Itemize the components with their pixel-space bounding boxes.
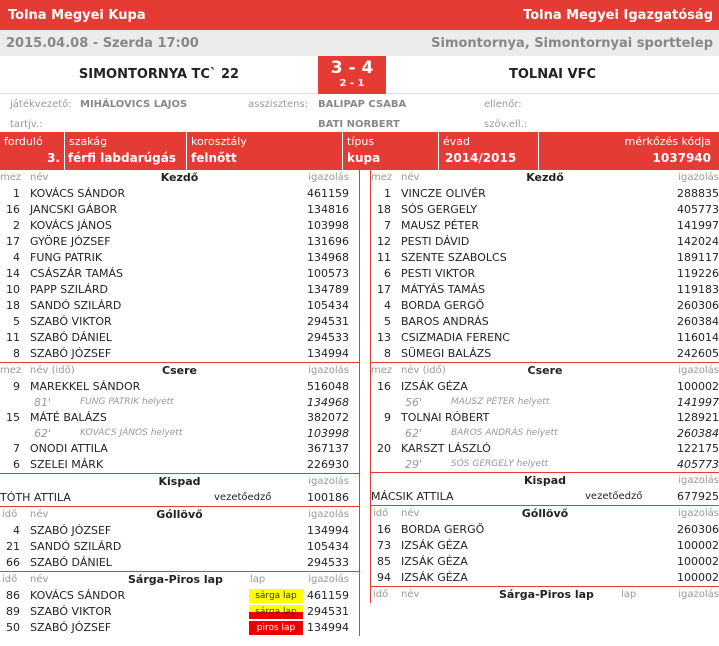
scorer-name[interactable]: IZSÁK GÉZA bbox=[401, 555, 468, 568]
code-cell bbox=[538, 132, 719, 170]
scorer-row[interactable] bbox=[0, 555, 359, 571]
replaced-id: 405773 bbox=[677, 458, 719, 471]
cards-section bbox=[371, 587, 719, 603]
substitution-detail bbox=[371, 426, 719, 441]
shirt-number: 7 bbox=[13, 442, 20, 455]
match-datetime: 2015.04.08 - Szerda 17:00 bbox=[6, 36, 199, 51]
referee-name: MIHÁLOVICS LAJOS bbox=[80, 99, 188, 110]
teams-bar bbox=[0, 56, 719, 94]
subs-header bbox=[0, 363, 359, 379]
minute-label: idő bbox=[373, 589, 389, 600]
id-label: igazolás bbox=[678, 589, 719, 600]
starters-title: Kezdő bbox=[160, 171, 199, 184]
player-row[interactable] bbox=[371, 346, 719, 362]
subs-section bbox=[0, 363, 359, 473]
player-id: 134968 bbox=[307, 251, 349, 264]
top-bar bbox=[0, 0, 719, 30]
shirt-number: 16 bbox=[6, 203, 20, 216]
sport-value: férfi labdarúgás bbox=[67, 151, 176, 165]
player-id: 119226 bbox=[677, 267, 719, 280]
player-name[interactable]: JANCSKI GÁBOR bbox=[30, 203, 118, 216]
helyett-label: helyett bbox=[142, 397, 174, 407]
replaced-player bbox=[451, 426, 558, 441]
scorers-header bbox=[371, 506, 719, 522]
scorer-id: 260306 bbox=[677, 523, 719, 536]
card-badge: sárga lap bbox=[249, 605, 303, 619]
type-cell bbox=[342, 132, 438, 170]
sub-player-row[interactable] bbox=[371, 410, 719, 426]
competition-title: Tolna Megyei Kupa bbox=[8, 8, 146, 23]
scorers-title: Góllövő bbox=[156, 508, 203, 521]
cards-section bbox=[0, 572, 359, 636]
shirt-number: 9 bbox=[384, 411, 391, 424]
assistant2-name: BATI NORBERT bbox=[318, 119, 400, 130]
replaced-id: 141997 bbox=[677, 396, 719, 409]
substitution-detail bbox=[0, 395, 359, 410]
player-id: 226930 bbox=[307, 458, 349, 471]
shirt-number: 7 bbox=[384, 219, 391, 232]
shirt-number: 11 bbox=[377, 251, 391, 264]
bench-title: Kispad bbox=[158, 475, 201, 488]
player-name[interactable]: GYÖRE JÓZSEF bbox=[30, 235, 111, 248]
player-name[interactable]: MÁTYÁS TAMÁS bbox=[401, 283, 486, 296]
scorer-row[interactable] bbox=[0, 539, 359, 555]
sub-player-row[interactable] bbox=[371, 379, 719, 395]
card-minute: 50 bbox=[6, 621, 20, 634]
coach-id: 677925 bbox=[677, 490, 719, 503]
player-id: 105434 bbox=[307, 299, 349, 312]
replaced-name: BAROS ANDRÁS bbox=[451, 428, 524, 438]
player-name[interactable]: BAROS ANDRÁS bbox=[401, 315, 489, 328]
scorer-name[interactable]: SANDÓ SZILÁRD bbox=[30, 540, 122, 553]
goal-minute: 21 bbox=[6, 540, 20, 553]
type-label: típus bbox=[347, 135, 375, 148]
name-label: név bbox=[401, 508, 420, 519]
card-row[interactable] bbox=[0, 588, 359, 604]
player-name[interactable]: SÓS GERGELY bbox=[401, 203, 478, 216]
player-row[interactable] bbox=[371, 266, 719, 282]
id-label: igazolás bbox=[678, 172, 719, 183]
goal-minute: 85 bbox=[377, 555, 391, 568]
home-column bbox=[0, 170, 360, 636]
player-id: 122175 bbox=[677, 442, 719, 455]
shirt-number: 18 bbox=[6, 299, 20, 312]
cards-header bbox=[371, 587, 719, 603]
player-id: 141997 bbox=[677, 219, 719, 232]
substitution-detail bbox=[371, 457, 719, 472]
player-row[interactable] bbox=[0, 266, 359, 282]
starters-section bbox=[0, 170, 359, 362]
scorer-name[interactable]: SZABÓ JÓZSEF bbox=[30, 524, 112, 537]
scorer-id: 294533 bbox=[307, 556, 349, 569]
scorers-header bbox=[0, 507, 359, 523]
id-label: igazolás bbox=[308, 509, 349, 520]
player-row[interactable] bbox=[371, 234, 719, 250]
player-id: 260306 bbox=[677, 299, 719, 312]
subs-section bbox=[371, 363, 719, 472]
card-minute: 89 bbox=[6, 605, 20, 618]
season-value: 2014/2015 bbox=[445, 151, 517, 165]
card-player-id: 134994 bbox=[307, 621, 349, 634]
scorer-row[interactable] bbox=[371, 538, 719, 554]
shirt-number: 15 bbox=[6, 411, 20, 424]
assistant1-name: BALIPAP CSABA bbox=[318, 99, 407, 110]
replaced-name: SÓS GERGELY bbox=[451, 459, 514, 469]
scorer-name[interactable]: IZSÁK GÉZA bbox=[401, 539, 468, 552]
shirt-number: 1 bbox=[13, 187, 20, 200]
player-id: 189117 bbox=[677, 251, 719, 264]
player-name[interactable]: SZABÓ JÓZSEF bbox=[30, 347, 112, 360]
scorer-id: 100002 bbox=[677, 539, 719, 552]
player-row[interactable] bbox=[371, 250, 719, 266]
goal-minute: 94 bbox=[377, 571, 391, 584]
player-id: 294533 bbox=[307, 331, 349, 344]
referee-label: játékvezető: bbox=[10, 99, 72, 110]
player-id: 100573 bbox=[307, 267, 349, 280]
player-name[interactable]: BORDA GERGŐ bbox=[401, 299, 485, 312]
age-cell bbox=[186, 132, 342, 170]
coach-name[interactable]: MÁCSIK ATTILA bbox=[371, 490, 454, 503]
player-row[interactable] bbox=[371, 314, 719, 330]
shirt-number: 8 bbox=[13, 347, 20, 360]
replaced-player bbox=[80, 426, 182, 441]
player-id: 134789 bbox=[307, 283, 349, 296]
coach-name[interactable]: TÓTH ATTILA bbox=[0, 491, 71, 504]
player-id: 116014 bbox=[677, 331, 719, 344]
player-id: 516048 bbox=[307, 380, 349, 393]
scorer-name[interactable]: SZABÓ DÁNIEL bbox=[30, 556, 112, 569]
home-team[interactable]: SIMONTORNYA TC` 22 bbox=[78, 67, 240, 82]
card-row[interactable] bbox=[0, 620, 359, 636]
shirt-number: 5 bbox=[13, 315, 20, 328]
player-id: 242605 bbox=[677, 347, 719, 360]
coach-id: 100186 bbox=[307, 491, 349, 504]
shirt-number: 10 bbox=[6, 283, 20, 296]
player-row[interactable] bbox=[0, 186, 359, 202]
goal-minute: 66 bbox=[6, 556, 20, 569]
player-id: 260384 bbox=[677, 315, 719, 328]
helyett-label: helyett bbox=[516, 459, 549, 469]
player-row[interactable] bbox=[0, 202, 359, 218]
player-row[interactable] bbox=[371, 202, 719, 218]
round-cell bbox=[0, 132, 64, 170]
card-label: lap bbox=[621, 589, 637, 600]
helyett-label: helyett bbox=[526, 428, 558, 438]
scorer-row[interactable] bbox=[371, 522, 719, 538]
player-name[interactable]: PESTI DÁVID bbox=[401, 235, 470, 248]
bench-title: Kispad bbox=[523, 474, 566, 487]
player-name[interactable]: SZELEI MÁRK bbox=[30, 458, 104, 471]
player-row[interactable] bbox=[371, 186, 719, 202]
replaced-player bbox=[80, 395, 174, 410]
substitution-detail bbox=[0, 426, 359, 441]
player-row[interactable] bbox=[371, 298, 719, 314]
bench-header bbox=[371, 473, 719, 489]
organizer-title: Tolna Megyei Igazgatóság bbox=[523, 8, 713, 23]
mez-label: mez bbox=[0, 172, 22, 183]
player-id: 405773 bbox=[677, 203, 719, 216]
player-name[interactable]: SÜMEGI BALÁZS bbox=[401, 347, 492, 360]
player-id: 134816 bbox=[307, 203, 349, 216]
starters-section bbox=[371, 170, 719, 362]
scorer-id: 134994 bbox=[307, 524, 349, 537]
player-id: 100002 bbox=[677, 380, 719, 393]
away-team[interactable]: TOLNAI VFC bbox=[509, 67, 596, 82]
delegate-label: szöv.ell.: bbox=[484, 119, 528, 130]
player-id: 128921 bbox=[677, 411, 719, 424]
card-player[interactable]: SZABÓ VIKTOR bbox=[30, 605, 112, 618]
subs-header bbox=[371, 363, 719, 379]
player-id: 288835 bbox=[677, 187, 719, 200]
minute-label: idő bbox=[2, 509, 18, 520]
goal-minute: 16 bbox=[377, 523, 391, 536]
player-id: 131696 bbox=[307, 235, 349, 248]
player-id: 119183 bbox=[677, 283, 719, 296]
substitution-detail bbox=[371, 395, 719, 410]
player-row[interactable] bbox=[0, 250, 359, 266]
shirt-number: 17 bbox=[6, 235, 20, 248]
player-name[interactable]: PAPP SZILÁRD bbox=[30, 283, 108, 296]
scorer-id: 105434 bbox=[307, 540, 349, 553]
cards-title: Sárga-Piros lap bbox=[499, 588, 594, 601]
player-name[interactable]: SZENTE SZABOLCS bbox=[401, 251, 507, 264]
id-label: igazolás bbox=[678, 508, 719, 519]
player-id: 142024 bbox=[677, 235, 719, 248]
player-row[interactable] bbox=[0, 346, 359, 362]
player-name[interactable]: KOVÁCS SÁNDOR bbox=[30, 187, 126, 200]
player-row[interactable] bbox=[371, 282, 719, 298]
shirt-number: 11 bbox=[6, 331, 20, 344]
player-id: 294531 bbox=[307, 315, 349, 328]
shirt-number: 13 bbox=[377, 331, 391, 344]
card-player[interactable]: KOVÁCS SÁNDOR bbox=[30, 589, 126, 602]
code-value: 1037940 bbox=[652, 151, 711, 165]
coach-role: vezetőedző bbox=[214, 492, 272, 503]
assistants-label: asszisztens: bbox=[248, 99, 309, 110]
column-gap bbox=[360, 170, 370, 646]
minute-label: idő bbox=[2, 574, 18, 585]
player-row[interactable] bbox=[0, 234, 359, 250]
final-score: 3 - 4 bbox=[330, 58, 374, 78]
round-label: forduló bbox=[4, 135, 43, 148]
sub-player-row[interactable] bbox=[0, 410, 359, 426]
scorer-id: 100002 bbox=[677, 571, 719, 584]
card-badge: sárga lap bbox=[249, 589, 303, 603]
player-row[interactable] bbox=[0, 298, 359, 314]
controller-label: ellenőr: bbox=[484, 99, 522, 110]
sub-minute: 29' bbox=[405, 458, 423, 471]
player-row[interactable] bbox=[0, 282, 359, 298]
player-name[interactable]: MAUSZ PÉTER bbox=[401, 219, 479, 232]
coach-row[interactable] bbox=[371, 489, 719, 505]
replaced-name: KOVÁCS JÁNOS bbox=[80, 428, 148, 438]
player-name[interactable]: SANDÓ SZILÁRD bbox=[30, 299, 122, 312]
shirt-number: 6 bbox=[13, 458, 20, 471]
shirt-number: 9 bbox=[13, 380, 20, 393]
sub-minute: 62' bbox=[34, 427, 52, 440]
scorers-title: Góllövő bbox=[521, 507, 569, 520]
card-player-id: 461159 bbox=[307, 589, 349, 602]
bench-section bbox=[371, 473, 719, 505]
score-box bbox=[318, 56, 386, 94]
starters-header bbox=[0, 170, 359, 186]
shirt-number: 14 bbox=[6, 267, 20, 280]
player-name[interactable]: IZSÁK GÉZA bbox=[401, 380, 468, 393]
name-label: név bbox=[401, 172, 420, 183]
replaced-id: 260384 bbox=[677, 427, 719, 440]
code-label: mérkőzés kódja bbox=[624, 135, 711, 148]
shirt-number: 16 bbox=[377, 380, 391, 393]
shirt-number: 5 bbox=[384, 315, 391, 328]
coach-row[interactable] bbox=[0, 490, 359, 506]
card-label: lap bbox=[250, 574, 266, 585]
replaced-name: FUNG PATRIK bbox=[80, 397, 140, 407]
player-name[interactable]: CSÁSZÁR TAMÁS bbox=[30, 267, 123, 280]
id-label: igazolás bbox=[308, 172, 349, 183]
shirt-number: 20 bbox=[377, 442, 391, 455]
player-row[interactable] bbox=[0, 218, 359, 234]
subs-title: Csere bbox=[162, 364, 197, 377]
minute-label: idő bbox=[373, 508, 389, 519]
mez-label: mez bbox=[0, 365, 22, 376]
age-value: felnőtt bbox=[191, 151, 237, 165]
player-row[interactable] bbox=[0, 330, 359, 346]
player-name[interactable]: CSIZMADIA FERENC bbox=[401, 331, 510, 344]
season-label: évad bbox=[443, 135, 471, 148]
replaced-player bbox=[451, 457, 548, 472]
name-time-label: név (idő) bbox=[401, 365, 446, 376]
cards-title: Sárga-Piros lap bbox=[128, 573, 223, 586]
name-time-label: név (idő) bbox=[30, 365, 75, 376]
card-badge: piros lap bbox=[249, 621, 303, 635]
helyett-label: helyett bbox=[517, 397, 550, 407]
shirt-number: 8 bbox=[384, 347, 391, 360]
goal-minute: 73 bbox=[377, 539, 391, 552]
player-id: 382072 bbox=[307, 411, 349, 424]
player-name[interactable]: SZABÓ VIKTOR bbox=[30, 315, 112, 328]
player-id: 134994 bbox=[307, 347, 349, 360]
player-id: 103998 bbox=[307, 219, 349, 232]
name-label: név bbox=[30, 574, 49, 585]
scorer-row[interactable] bbox=[0, 523, 359, 539]
player-name[interactable]: KARSZT LÁSZLÓ bbox=[401, 442, 491, 455]
id-label: igazolás bbox=[308, 476, 349, 487]
scorers-section bbox=[371, 506, 719, 586]
mez-label: mez bbox=[371, 172, 393, 183]
type-value: kupa bbox=[347, 151, 381, 165]
scorer-name[interactable]: IZSÁK GÉZA bbox=[401, 571, 468, 584]
shirt-number: 18 bbox=[377, 203, 391, 216]
shirt-number: 2 bbox=[13, 219, 20, 232]
scorer-id: 100002 bbox=[677, 555, 719, 568]
player-row[interactable] bbox=[371, 218, 719, 234]
player-row[interactable] bbox=[371, 330, 719, 346]
id-label: igazolás bbox=[308, 365, 349, 376]
scorer-row[interactable] bbox=[371, 570, 719, 586]
player-row[interactable] bbox=[0, 314, 359, 330]
id-label: igazolás bbox=[678, 475, 719, 486]
bench-section bbox=[0, 474, 359, 506]
scorer-name[interactable]: BORDA GERGŐ bbox=[401, 523, 485, 536]
card-player-id: 294531 bbox=[307, 605, 349, 618]
cards-header bbox=[0, 572, 359, 588]
away-column bbox=[370, 170, 719, 603]
shirt-number: 12 bbox=[377, 235, 391, 248]
card-player[interactable]: SZABÓ JÓZSEF bbox=[30, 621, 112, 634]
player-id: 367137 bbox=[307, 442, 349, 455]
helyett-label: helyett bbox=[150, 428, 183, 438]
sub-player-row[interactable] bbox=[0, 379, 359, 395]
sub-minute: 62' bbox=[405, 427, 423, 440]
scorers-section bbox=[0, 507, 359, 571]
mez-label: mez bbox=[371, 365, 393, 376]
date-bar bbox=[0, 30, 719, 56]
sub-player-row[interactable] bbox=[0, 457, 359, 473]
coach-role: vezetőedző bbox=[585, 491, 643, 502]
observer-label: tartjv.: bbox=[10, 119, 43, 130]
player-name[interactable]: SZABÓ DÁNIEL bbox=[30, 331, 112, 344]
replaced-player bbox=[451, 395, 549, 410]
player-name[interactable]: VINCZE OLIVÉR bbox=[401, 187, 486, 200]
subs-title: Csere bbox=[527, 364, 563, 377]
sub-player-row[interactable] bbox=[371, 441, 719, 457]
halftime-score: 2 - 1 bbox=[339, 78, 365, 89]
match-info-bar bbox=[0, 132, 719, 170]
round-value: 3. bbox=[47, 151, 60, 165]
officials bbox=[0, 94, 719, 132]
id-label: igazolás bbox=[678, 365, 719, 376]
shirt-number: 4 bbox=[384, 299, 391, 312]
sport-cell bbox=[64, 132, 186, 170]
sub-minute: 81' bbox=[34, 396, 52, 409]
player-name[interactable]: FUNG PATRIK bbox=[30, 251, 103, 264]
name-label: név bbox=[30, 172, 49, 183]
age-label: korosztály bbox=[191, 135, 247, 148]
sub-player-row[interactable] bbox=[0, 441, 359, 457]
replaced-id: 103998 bbox=[307, 427, 349, 440]
sport-label: szakág bbox=[69, 135, 108, 148]
goal-minute: 4 bbox=[13, 524, 20, 537]
name-label: név bbox=[30, 509, 49, 520]
bench-header bbox=[0, 474, 359, 490]
player-id: 461159 bbox=[307, 187, 349, 200]
name-label: név bbox=[401, 589, 420, 600]
id-label: igazolás bbox=[308, 574, 349, 585]
player-name[interactable]: MAREKKEL SÁNDOR bbox=[30, 380, 141, 393]
player-name[interactable]: MÁTÉ BALÁZS bbox=[30, 411, 107, 424]
starters-header bbox=[371, 170, 719, 186]
replaced-id: 134968 bbox=[307, 396, 349, 409]
match-venue: Simontornya, Simontornyai sporttelep bbox=[431, 36, 713, 51]
starters-title: Kezdő bbox=[526, 171, 564, 184]
scorer-row[interactable] bbox=[371, 554, 719, 570]
season-cell bbox=[438, 132, 538, 170]
shirt-number: 4 bbox=[13, 251, 20, 264]
player-name[interactable]: TOLNAI RÓBERT bbox=[401, 411, 490, 424]
card-minute: 86 bbox=[6, 589, 20, 602]
shirt-number: 17 bbox=[377, 283, 391, 296]
replaced-name: MAUSZ PÉTER bbox=[451, 397, 515, 407]
card-row[interactable] bbox=[0, 604, 359, 620]
shirt-number: 6 bbox=[384, 267, 391, 280]
sub-minute: 56' bbox=[405, 396, 423, 409]
player-name[interactable]: KOVÁCS JÁNOS bbox=[30, 219, 112, 232]
shirt-number: 1 bbox=[384, 187, 391, 200]
player-name[interactable]: PESTI VIKTOR bbox=[401, 267, 476, 280]
player-name[interactable]: ONODI ATTILA bbox=[30, 442, 108, 455]
